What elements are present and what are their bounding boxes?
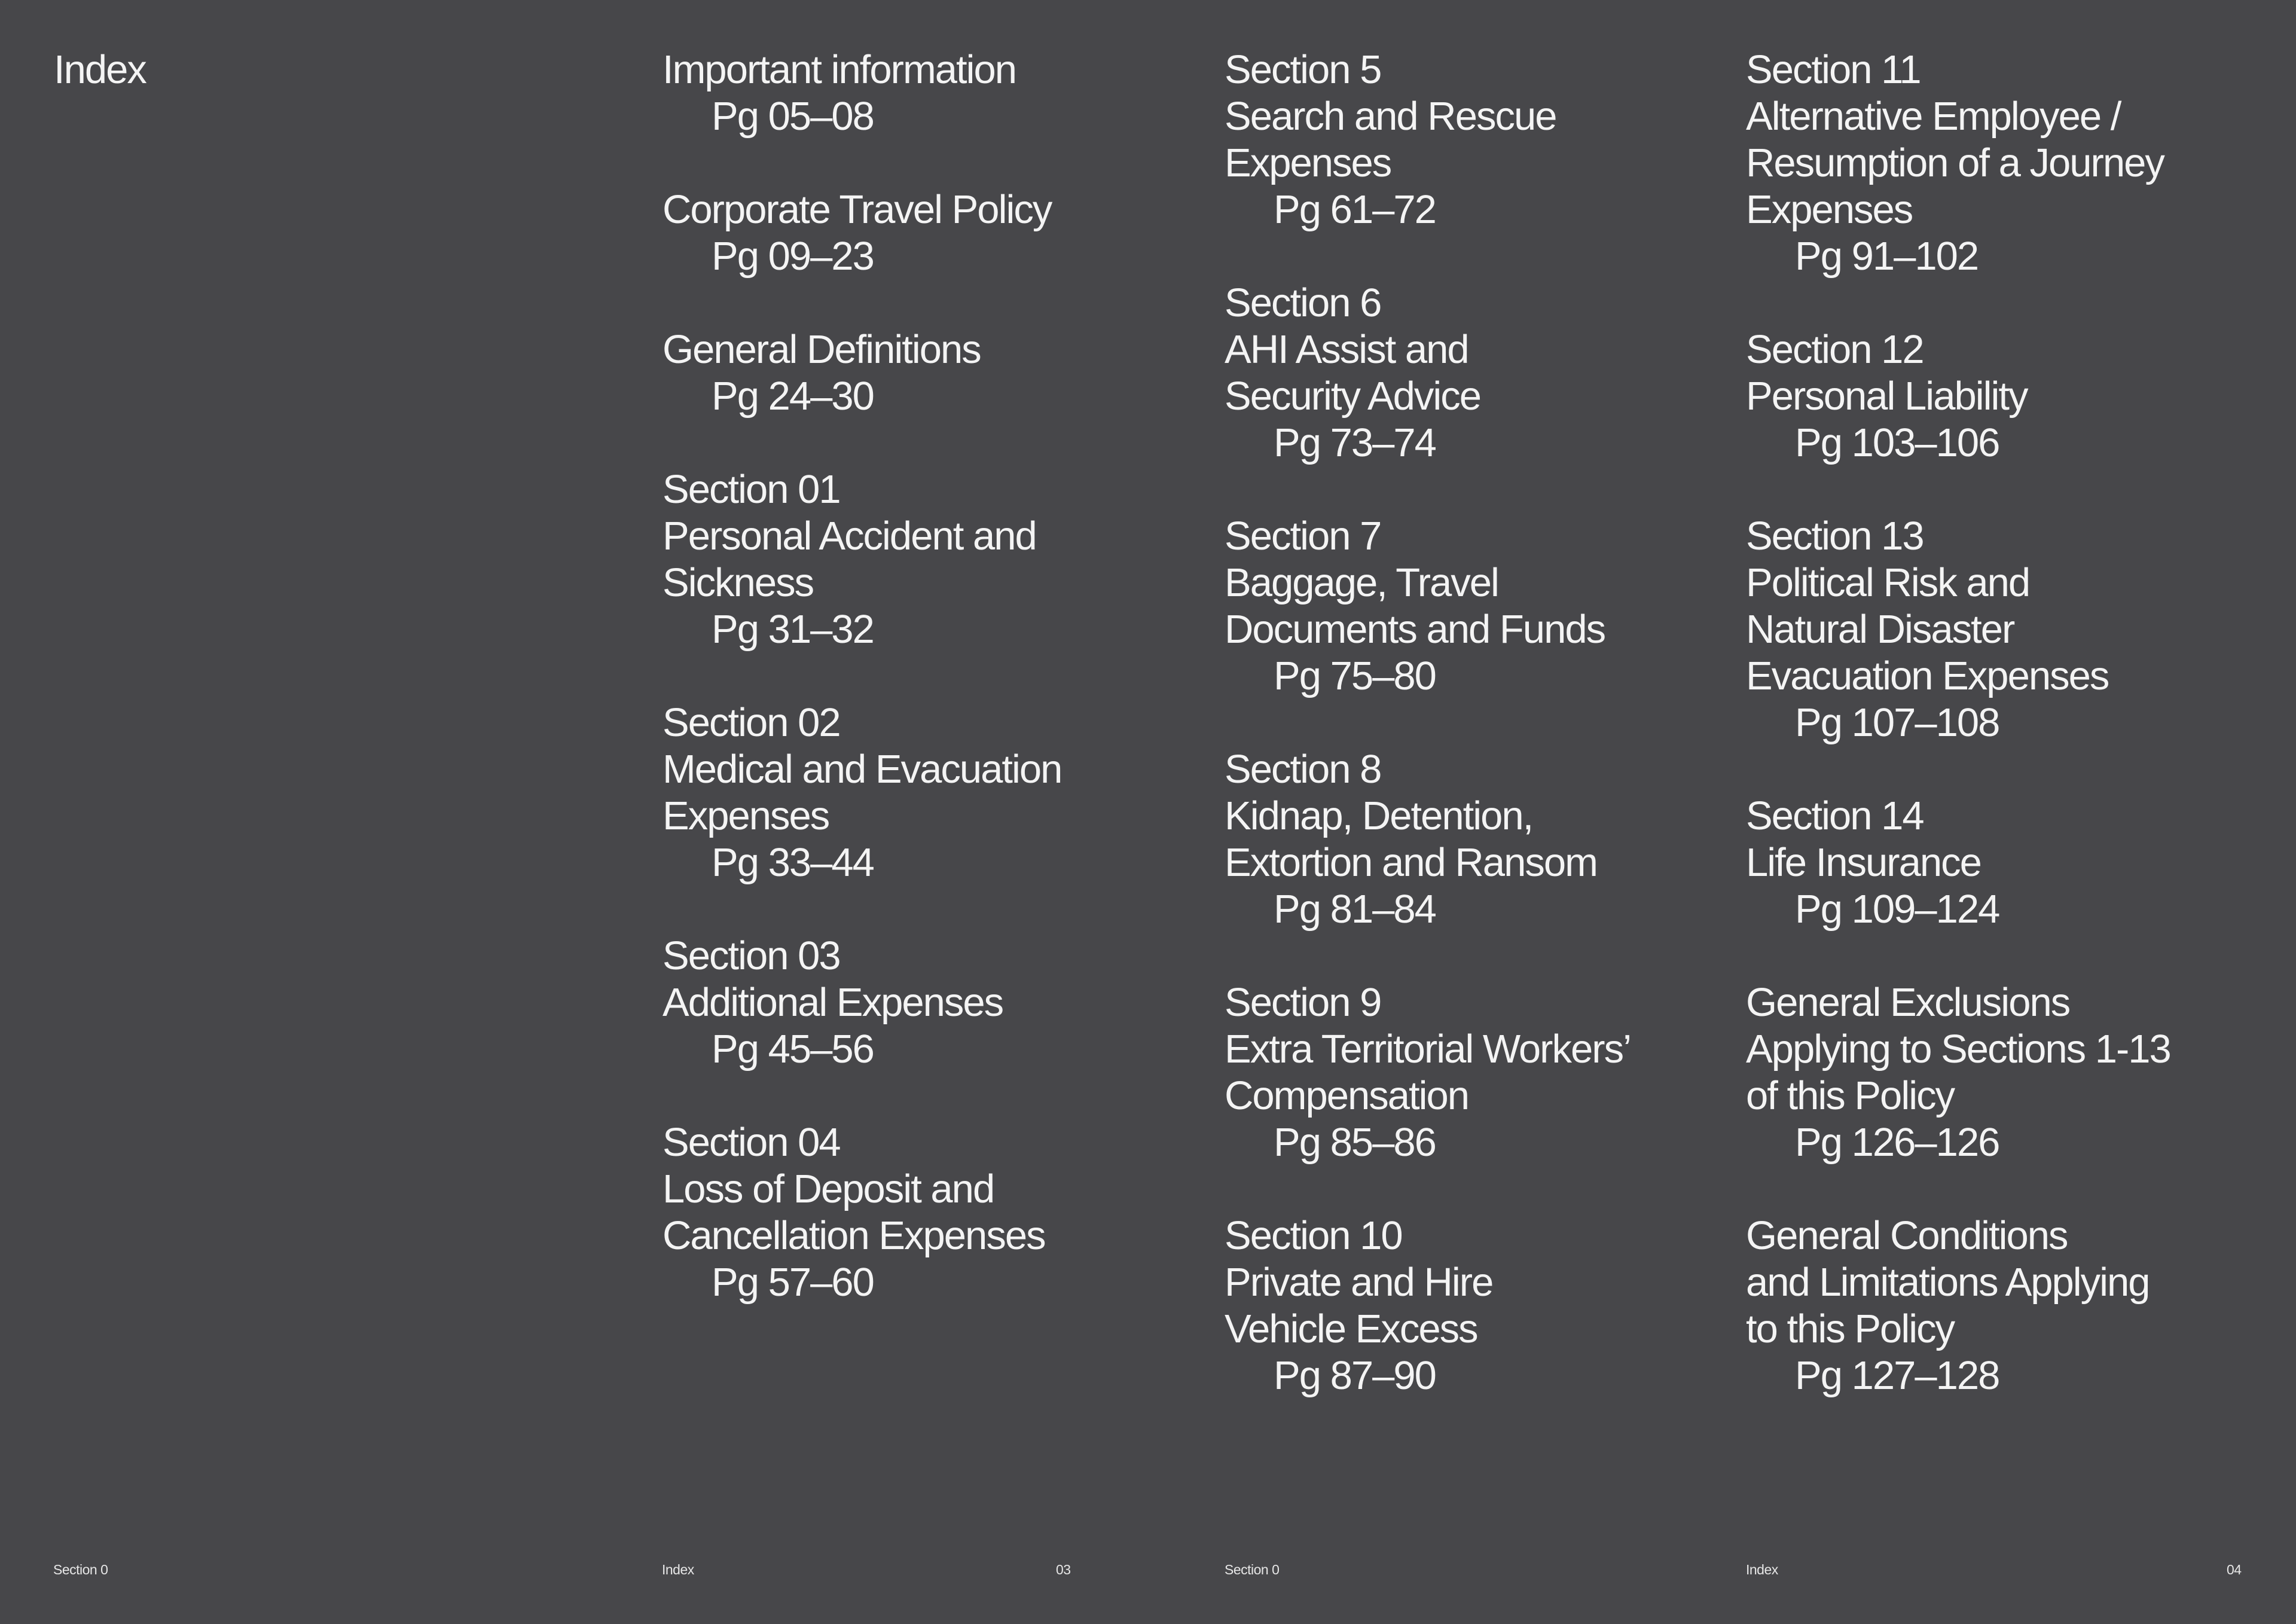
index-entry[interactable] [1746,513,2224,746]
index-entry-title-line: Extra Territorial Workers’ [1225,1027,1631,1072]
index-entry[interactable] [662,933,1141,1073]
index-column-1 [662,47,1141,1353]
index-entry[interactable] [662,466,1141,653]
index-entry-title-line: Resumption of a Journey [1746,141,2164,185]
index-entry[interactable] [1225,746,1703,933]
index-entry[interactable] [1225,513,1703,700]
index-entry-page-range: Pg 33–44 [712,840,874,885]
index-entry-page-range: Pg 45–56 [712,1027,874,1072]
index-entry-page-range: Pg 75–80 [1274,654,1436,698]
index-entry-heading: Section 9 [1225,980,1381,1025]
index-entry-page-range: Pg 126–126 [1795,1120,1999,1165]
index-entry[interactable] [662,700,1141,886]
index-entry-heading: General Exclusions [1746,980,2070,1025]
index-entry-title-line: Natural Disaster [1746,607,2014,652]
index-entry-page-range: Pg 05–08 [712,94,874,139]
index-entry[interactable] [1225,979,1703,1166]
footer-right-section: Section 0 [1225,1562,1280,1577]
index-entry-title-line: Evacuation Expenses [1746,654,2109,698]
index-entry-title-line: Life Insurance [1746,840,1981,885]
footer-right-page-number: 04 [2227,1562,2242,1577]
index-entry-heading: Section 01 [662,467,840,512]
index-entry-page-range: Pg 103–106 [1795,420,1999,465]
index-entry-title-line: Cancellation Expenses [662,1213,1045,1258]
footer-right-index: Index [1746,1562,1778,1577]
index-entry-title-line: Compensation [1225,1073,1469,1118]
footer-left-section: Section 0 [53,1562,108,1577]
index-entry-title-line: Personal Liability [1746,374,2028,419]
index-entry-title-line: Applying to Sections 1-13 [1746,1027,2170,1072]
index-entry-title-line: Search and Rescue [1225,94,1556,139]
index-entry-page-range: Pg 85–86 [1274,1120,1436,1165]
index-entry[interactable] [1746,1213,2224,1399]
index-entry[interactable] [1225,1213,1703,1399]
index-entry-heading: Section 10 [1225,1213,1402,1258]
index-entry-page-range: Pg 107–108 [1795,700,1999,745]
index-entry-page-range: Pg 61–72 [1274,187,1436,232]
index-entry[interactable] [1746,47,2224,280]
index-entry[interactable] [662,1119,1141,1306]
index-entry-heading: Section 7 [1225,514,1381,558]
index-entry-page-range: Pg 73–74 [1274,420,1436,465]
index-entry-heading: Section 11 [1746,47,1921,92]
index-entry[interactable] [1225,47,1703,233]
index-entry-heading: General Conditions [1746,1213,2068,1258]
index-entry-page-range: Pg 81–84 [1274,887,1436,932]
index-entry-heading: Section 14 [1746,793,1923,838]
footer-left-page-number: 03 [1056,1562,1071,1577]
index-entry-heading: General Definitions [662,327,981,372]
index-entry[interactable] [1746,979,2224,1166]
index-entry-title-line: of this Policy [1746,1073,1955,1118]
index-entry-heading: Section 04 [662,1120,840,1165]
index-entry[interactable] [662,187,1141,280]
index-entry-title-line: Additional Expenses [662,980,1003,1025]
index-entry-title-line: Expenses [662,793,829,838]
footer-left-index: Index [662,1562,694,1577]
index-entry-heading: Corporate Travel Policy [662,187,1052,232]
index-entry-title-line: AHI Assist and [1225,327,1468,372]
index-entry-page-range: Pg 127–128 [1795,1353,1999,1398]
index-entry-title-line: Loss of Deposit and [662,1167,994,1211]
index-entry-page-range: Pg 31–32 [712,607,874,652]
index-entry-heading: Section 13 [1746,514,1923,558]
index-entry-title-line: Personal Accident and [662,514,1036,558]
index-entry-page-range: Pg 109–124 [1795,887,1999,932]
index-entry-title-line: Medical and Evacuation [662,747,1062,792]
index-entry[interactable] [1746,326,2224,466]
index-entry-page-range: Pg 09–23 [712,234,874,279]
index-entry-title-line: Expenses [1746,187,1913,232]
index-entry-title-line: Vehicle Excess [1225,1306,1477,1351]
index-entry-heading: Section 03 [662,933,840,978]
index-entry[interactable] [662,326,1141,420]
index-entry-heading: Important information [662,47,1016,92]
index-entry[interactable] [1746,793,2224,933]
index-entry-page-range: Pg 91–102 [1795,234,1979,279]
index-entry-title-line: Private and Hire [1225,1260,1493,1305]
index-column-2 [1225,47,1703,1446]
index-entry-title-line: Political Risk and [1746,560,2030,605]
index-column-3 [1746,47,2224,1446]
index-entry-title-line: Alternative Employee / [1746,94,2121,139]
index-entry-title-line: and Limitations Applying [1746,1260,2150,1305]
index-entry[interactable] [662,47,1141,140]
index-entry-title-line: Baggage, Travel [1225,560,1498,605]
index-entry-heading: Section 8 [1225,747,1381,792]
index-entry-page-range: Pg 87–90 [1274,1353,1436,1398]
index-entry-heading: Section 12 [1746,327,1923,372]
index-entry-heading: Section 02 [662,700,840,745]
index-entry-title-line: Kidnap, Detention, [1225,793,1533,838]
index-entry-title-line: Sickness [662,560,814,605]
index-entry-page-range: Pg 24–30 [712,374,874,419]
index-entry-page-range: Pg 57–60 [712,1260,874,1305]
index-entry-title-line: Extortion and Ransom [1225,840,1597,885]
index-entry-title-line: Documents and Funds [1225,607,1605,652]
page-title: Index [54,47,146,92]
index-entry-title-line: Security Advice [1225,374,1481,419]
index-entry-title-line: Expenses [1225,141,1391,185]
index-entry[interactable] [1225,280,1703,466]
index-entry-title-line: to this Policy [1746,1306,1955,1351]
index-entry-heading: Section 6 [1225,280,1381,325]
index-entry-heading: Section 5 [1225,47,1381,92]
